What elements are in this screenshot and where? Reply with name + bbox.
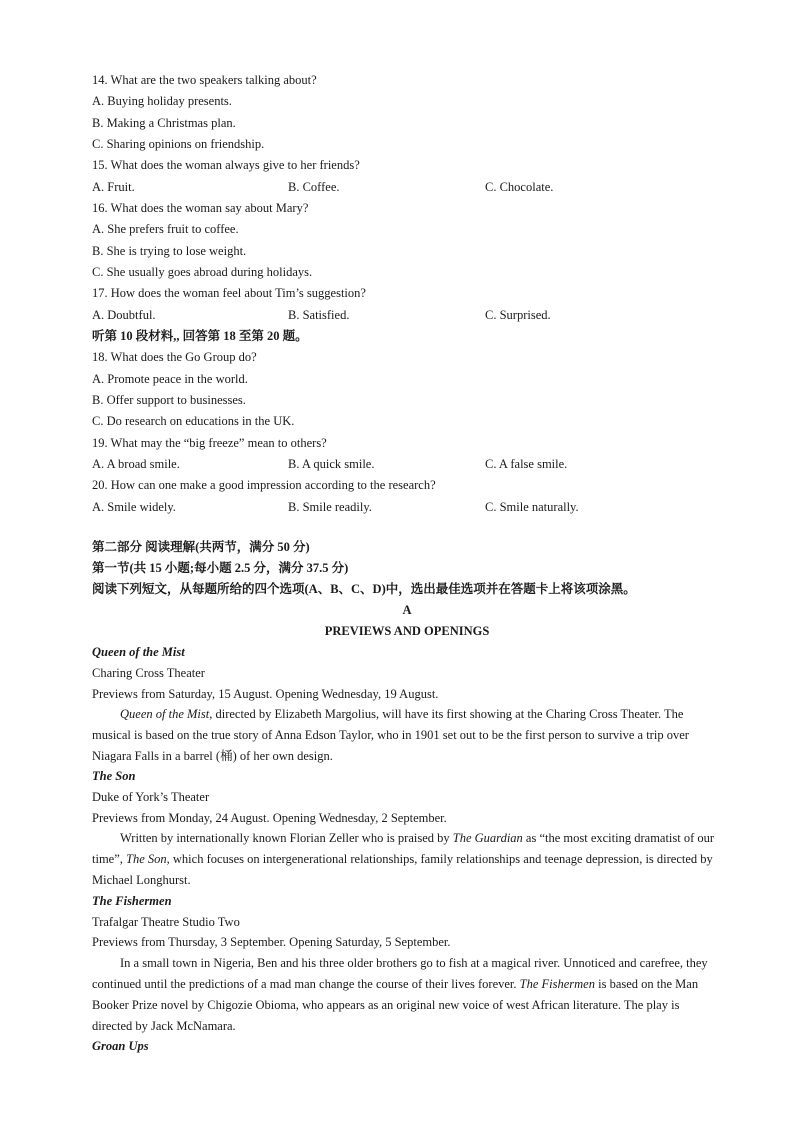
q20-option-c: C. Smile naturally. [485,500,579,514]
show1-italic-title: Queen of the Mist [120,707,210,721]
q17-option-b: B. Satisfied. [288,308,350,322]
part2-section1: 第一节(共 15 小题;每小题 2.5 分，满分 37.5 分) [92,561,349,575]
show3-text-1: In a small town in Nigeria, Ben and his three older brothers go to fish at a magical river. Unnoticed and carefree, they continued until the predictions of a mad man change the course of their lives forever. [92,956,708,991]
q15-stem: 15. What does the woman always give to her friends? [92,158,360,172]
q17-option-c: C. Surprised. [485,308,551,322]
q16-option-a: A. She prefers fruit to coffee. [92,222,239,236]
q19-stem: 19. What may the “big freeze” mean to others? [92,436,327,450]
q14-option-a: A. Buying holiday presents. [92,94,232,108]
show3-italic-1: The Fishermen [519,977,595,991]
show2-description [92,828,722,891]
q15-option-a: A. Fruit. [92,180,135,194]
show2-text-2: as “the most exciting dramatist of our time”, [92,831,715,866]
q16-option-c: C. She usually goes abroad during holidays. [92,265,313,279]
q16-option-b: B. She is trying to lose weight. [92,244,247,258]
passage-heading: PREVIEWS AND OPENINGS [324,624,490,638]
show2-italic-2: The Son [126,852,167,866]
show3-title: The Fishermen [92,894,172,908]
passage-letter: A [402,603,412,617]
show1-description [92,704,722,767]
show2-text-1: Written by internationally known Florian Zeller who is praised by [120,831,453,845]
q14-option-b: B. Making a Christmas plan. [92,116,236,130]
q20-option-a: A. Smile widely. [92,500,176,514]
q14-stem: 14. What are the two speakers talking about? [92,73,317,87]
part2-title: 第二部分 阅读理解(共两节，满分 50 分) [92,540,310,554]
show2-title: The Son [92,769,136,783]
show3-dates: Previews from Thursday, 3 September. Opening Saturday, 5 September. [92,935,451,949]
q19-option-a: A. A broad smile. [92,457,180,471]
show3-text-2: is based on the Man Booker Prize novel by Chigozie Obioma, who appears as an original new voice of west African literature. The play is directed by Jack McNamara. [92,977,699,1033]
q20-stem: 20. How can one make a good impression according to the research? [92,478,436,492]
q16-stem: 16. What does the woman say about Mary? [92,201,309,215]
q19-option-b: B. A quick smile. [288,457,375,471]
q17-stem: 17. How does the woman feel about Tim’s suggestion? [92,286,366,300]
q17-option-a: A. Doubtful. [92,308,156,322]
q15-option-b: B. Coffee. [288,180,340,194]
show1-venue: Charing Cross Theater [92,666,205,680]
show1-dates: Previews from Saturday, 15 August. Opening Wednesday, 19 August. [92,687,439,701]
show2-italic-1: The Guardian [452,831,523,845]
show2-venue: Duke of York’s Theater [92,790,210,804]
show4-title: Groan Ups [92,1039,149,1053]
q20-option-b: B. Smile readily. [288,500,372,514]
q14-option-c: C. Sharing opinions on friendship. [92,137,265,151]
show3-venue: Trafalgar Theatre Studio Two [92,915,240,929]
show2-text-3: , which focuses on intergenerational relationships, family relationships and teenage depression, is directed by Michael Longhurst. [92,852,713,887]
show2-dates: Previews from Monday, 24 August. Opening Wednesday, 2 September. [92,811,447,825]
section-10-instruction: 听第 10 段材料,, 回答第 18 至第 20 题。 [92,329,308,343]
q19-option-c: C. A false smile. [485,457,568,471]
show3-description [92,953,722,1037]
q18-option-c: C. Do research on educations in the UK. [92,414,295,428]
q15-option-c: C. Chocolate. [485,180,554,194]
show1-text: , directed by Elizabeth Margolius, will have its first showing at the Charing Cross Theater. The musical is based on the true story of Anna Edson Taylor, who in 1901 set out to be the first person to survive a trip over Niagara Falls in a barrel (桶) of her own design. [92,707,689,763]
q18-stem: 18. What does the Go Group do? [92,350,257,364]
q18-option-b: B. Offer support to businesses. [92,393,246,407]
q18-option-a: A. Promote peace in the world. [92,372,248,386]
show1-title: Queen of the Mist [92,645,185,659]
part2-instructions: 阅读下列短文，从每题所给的四个选项(A、B、C、D)中，选出最佳选项并在答题卡上将该项涂黑。 [92,582,636,596]
